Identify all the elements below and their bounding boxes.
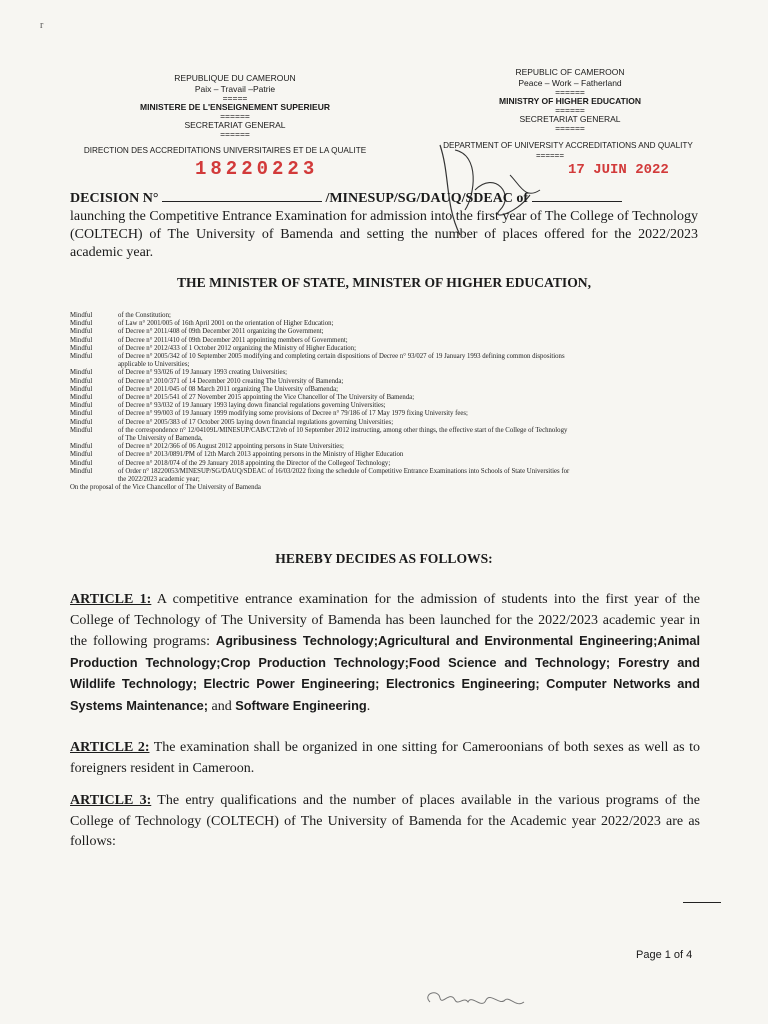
mindful-label: Mindful [70,312,93,319]
margin-mark: r [40,20,44,31]
date-stamp: 17 JUIN 2022 [568,162,669,178]
mindful-item [70,386,570,394]
direction-fr: DIRECTION DES ACCREDITATIONS UNIVERSITAIRES ET DE LA QUALITE [83,146,367,155]
mindful-item [70,443,570,451]
minister-title: THE MINISTER OF STATE, MINISTER OF HIGHER EDUCATION, [176,275,592,290]
article-2 [70,738,700,779]
article-3-text: The entry qualifications and the number of places available in the various programs of the College of Technology (COLTECH) of The University of Bamenda for the Academic year 2022/2023 are as follows: [70,793,700,849]
motto-fr: Paix – Travail –Patrie [194,84,276,94]
mindful-item [70,419,570,427]
mindful-item [70,394,570,402]
decision-intro: launching the Competitive Entrance Examination for admission into the first year of The College of Technology (COLTECH) of The University of Bamenda and setting the number of places offered for the 2022/2023 academic year. [70,209,698,260]
mindful-label: Mindful [70,344,93,352]
mindful-item [70,328,570,336]
mindful-label: Mindful [70,336,93,344]
mindful-label: Mindful [70,385,93,393]
ministry-fr: MINISTERE DE L'ENSEIGNEMENT SUPERIEUR [140,102,330,112]
separator: ====== [535,151,565,160]
decision-reference: /MINESUP/SG/DAUQ/SDEAC [325,191,513,206]
motto-en: Peace – Work – Fatherland [518,78,622,88]
page-number: Page 1 of 4 [636,949,693,961]
separator: ===== [222,93,248,103]
mindful-text: of Decree n° 2010/371 of 14 December 2010 creating The University of Bamenda; [118,377,344,385]
decision-number-blank [162,201,322,202]
mindful-text: of the correspondence n° 12/04109L/MINESUP/CAB/CT2/eb of 10 September 2012 instructing, among other things, the effective start of the College of Technology of The University of Bamenda, [118,426,568,443]
separator: ====== [555,105,585,115]
article-2-text: The examination shall be organized in one sitting for Cameroonians of both sexes as well as to foreigners resident in Cameroon. [70,740,701,776]
mindful-item [70,312,570,320]
separator: ====== [555,123,585,133]
article-1 [70,590,700,717]
decision-of: of [516,191,529,206]
mindful-list [70,312,570,492]
department-en: DEPARTMENT OF UNIVERSITY ACCREDITATIONS AND QUALITY [443,141,693,150]
mindful-label: Mindful [70,377,93,385]
decides-title: HEREBY DECIDES AS FOLLOWS: [275,551,493,566]
mindful-label: Mindful [70,394,93,402]
mindful-label: Mindful [70,353,93,361]
mindful-item [70,460,570,468]
article-3 [70,791,700,853]
mindful-text: of Decree n° 2012/366 of 06 August 2012 appointing persons in State Universities; [118,443,344,451]
continuation-dash [683,902,721,903]
mindful-label: Mindful [70,451,93,459]
mindful-label: Mindful [70,402,93,410]
mindful-text: of Decree n° 2011/408 of 09th December 2011 organizing the Government; [118,328,324,336]
article-1-programs: Agribusiness Technology;Agricultural and Environmental Engineering;Animal Production Technology;Crop Production Technology;Food Science and Technology; Forestry and Wildlife Technology; Electric Power Engineering; Electronics Engineering; Computer Networks and Systems Maintenance; [70,633,701,713]
article-1-last-program: Software Engineering [235,697,367,713]
handwritten-note [420,980,530,1020]
mindful-item [70,337,570,345]
mindful-item [70,451,570,459]
mindful-text: of Decree n° 2018/074 of the 29 January 2018 appointing the Director of the Collegeof Technology; [118,459,391,467]
mindful-label: Mindful [70,443,93,451]
mindful-label: Mindful [70,320,93,328]
mindful-text: of Order n° 18220053/MINESUP/SG/DAUQ/SDEAC of 16/03/2022 fixing the schedule of Competitive Entrance Examinations into Schools of State Universities for the 2022/2023 academic year; [118,467,570,484]
country-name-en: REPUBLIC OF CAMEROON [515,67,625,77]
mindful-text: of Decree n° 99/003 of 19 January 1999 modifying some provisions of Decree n° 79/186 of 17 May 1979 fixing University fees; [118,410,468,418]
ministry-en: MINISTRY OF HIGHER EDUCATION [499,96,641,106]
mindful-text: of Decree n° 2012/433 of 1 October 2012 organizing the Ministry of Higher Education; [118,344,356,352]
mindful-label: Mindful [70,467,93,475]
country-name-fr: REPUBLIQUE DU CAMEROUN [174,73,296,83]
decision-label: DECISION N° [70,191,159,206]
secretariat-fr: SECRETARIAT GENERAL [184,120,286,130]
mindful-text: of Decree n° 2011/045 of 08 March 2011 organizing The University ofBamenda; [118,385,338,393]
mindful-text: of Decree n° 2005/383 of 17 October 2005 laying down financial regulations governing Universities; [118,418,394,426]
mindful-label: Mindful [70,410,93,418]
mindful-item [70,353,570,369]
mindful-text: of Decree n° 2011/410 of 09th December 2011 appointing members of Government; [118,336,348,344]
mindful-label: Mindful [70,328,93,336]
mindful-text: of Law n° 2001/005 of 16th April 2001 on the orientation of Higher Education; [118,320,334,328]
decision-heading [70,191,690,207]
article-1-label: ARTICLE 1: [70,592,152,607]
mindful-text: of Decree n° 2005/342 of 10 September 2005 modifying and completing certain dispositions of Decree n° 93/027 of 19 January 1993 defining common dispositions applicable to Universities; [118,353,565,369]
mindful-item [70,378,570,386]
article-3-label: ARTICLE 3: [70,793,152,808]
secretariat-en: SECRETARIAT GENERAL [519,114,621,124]
mindful-text: of the Constitution; [118,312,171,319]
article-1-and: and [211,698,232,714]
mindful-item [70,369,570,377]
mindful-label: Mindful [70,369,93,377]
article-1-end: . [366,698,371,714]
decision-number-stamp: 18220223 [195,158,319,180]
mindful-item [70,402,570,410]
mindful-item [70,468,570,484]
proposal-line: On the proposal of the Vice Chancellor of The University of Bamenda [70,484,261,492]
mindful-item [70,345,570,353]
article-1-text: A competitive entrance examination for the admission of students into the first year of the College of Technology of The University of Bamenda has been launched for the 2022/2023 academic year in the following programs: [70,592,700,649]
mindful-label: Mindful [70,459,93,467]
header-english [440,67,700,132]
article-2-label: ARTICLE 2: [70,740,150,755]
separator: ====== [220,111,250,121]
separator: ====== [220,129,250,139]
mindful-text: of Decree n° 93/026 of 19 January 1993 creating Universities; [118,369,288,377]
mindful-item [70,427,570,443]
mindful-label: Mindful [70,418,93,426]
mindful-item [70,320,570,328]
mindful-item [70,410,570,418]
decision-date-blank [532,201,622,202]
mindful-text: of Decree n° 2015/541 of 27 November 2015 appointing the Vice Chancellor of The University of Bamenda; [118,394,415,402]
separator: ====== [555,87,585,97]
mindful-text: of Decree n° 93/032 of 19 January 1993 laying down financial regulations governing Universities; [118,402,386,410]
mindful-label: Mindful [70,426,93,434]
header-french [90,73,380,138]
mindful-text: of Decree n° 2013/0891/PM of 12th March 2013 appointing persons in the Ministry of Higher Education [118,451,404,459]
